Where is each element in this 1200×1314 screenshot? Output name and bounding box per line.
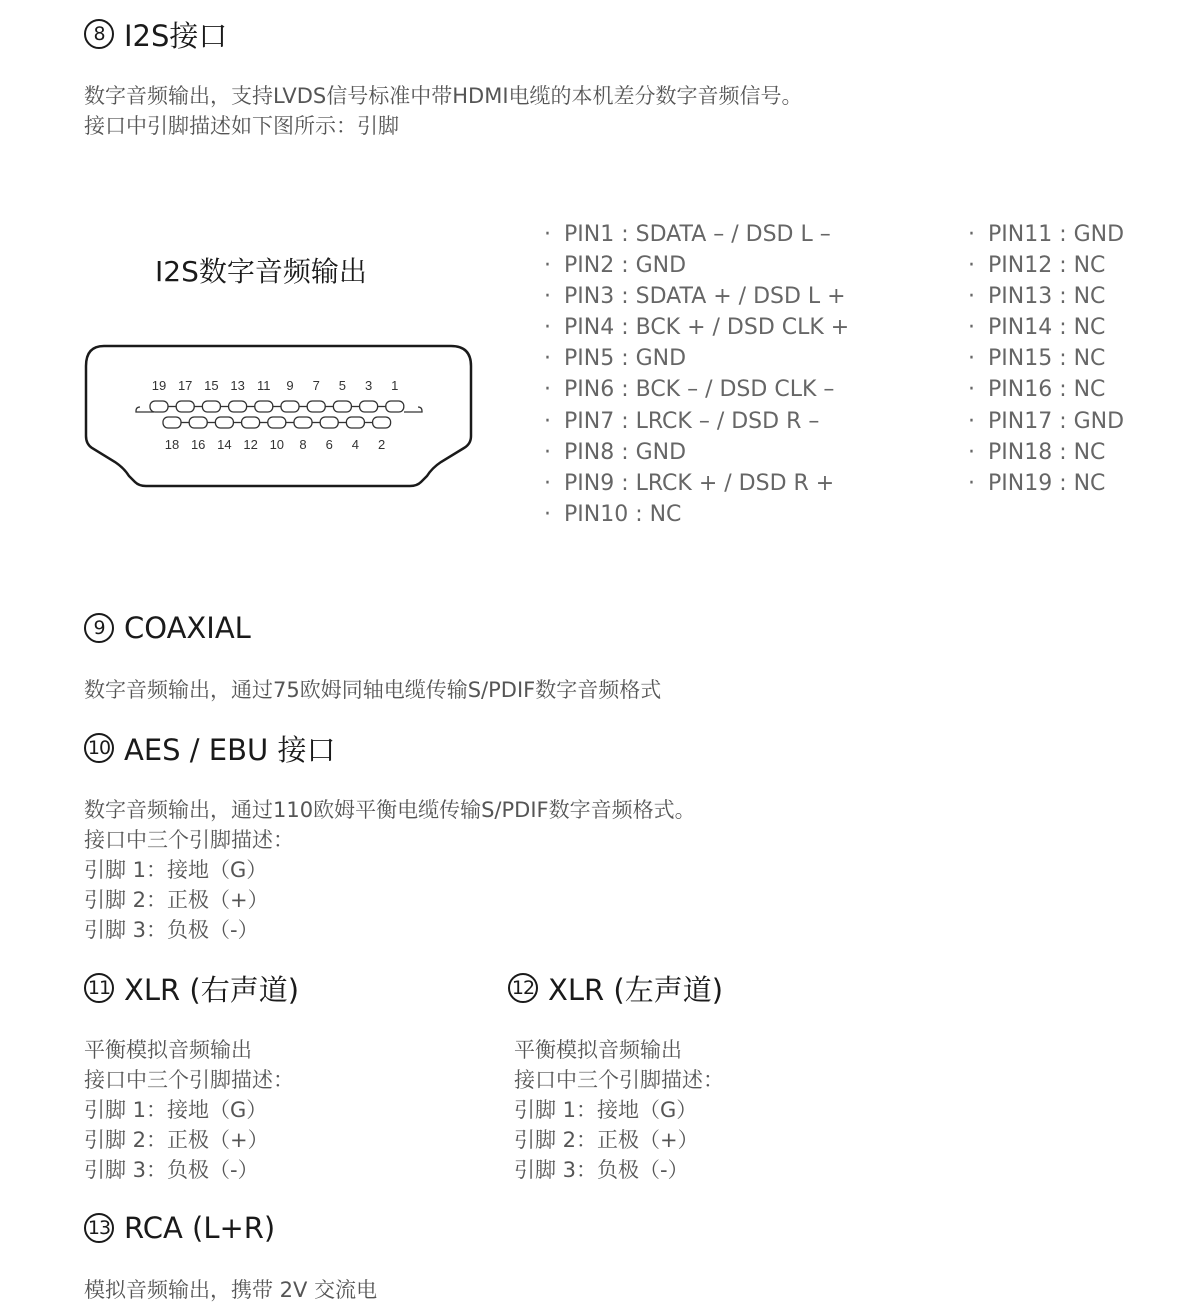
section-8-heading <box>84 14 227 54</box>
bullet-icon: · <box>968 284 975 310</box>
section-8-line: 接口中引脚描述如下图所示：引脚 <box>84 114 399 138</box>
pin-top <box>229 401 247 412</box>
section-13-description <box>84 1275 377 1305</box>
bullet-icon: · <box>544 315 551 341</box>
pin-number-bottom: 4 <box>351 437 360 452</box>
pin-number-top: 7 <box>312 378 320 393</box>
section-12-line: 引脚 3：负极（-） <box>514 1158 689 1182</box>
pin-number-bottom: 2 <box>377 437 386 452</box>
hdmi-connector-icon <box>84 344 474 489</box>
pin-bottom <box>163 417 181 428</box>
pin-number-bottom: 6 <box>325 437 333 452</box>
pin-list-item: · PIN4 : BCK + / DSD CLK + <box>544 312 849 343</box>
pin-number-top: 5 <box>338 378 347 393</box>
section-12-line: 引脚 2：正极（+） <box>514 1128 699 1152</box>
section-11-description <box>84 1035 294 1185</box>
section-12-line: 接口中三个引脚描述： <box>514 1068 724 1092</box>
pin-list-item: · PIN2 : GND <box>544 250 849 281</box>
pin-list-item: · PIN7 : LRCK – / DSD R – <box>544 406 849 437</box>
section-10-line: 引脚 3：负极（-） <box>84 918 259 942</box>
section-10-line: 接口中三个引脚描述： <box>84 828 294 852</box>
section-9-line: 数字音频输出，通过75欧姆同轴电缆传输S/PDIF数字音频格式 <box>84 678 662 702</box>
pin-bottom <box>294 417 312 428</box>
pin-number-bottom: 14 <box>217 437 232 452</box>
section-12-title: XLR (左声道) <box>548 972 724 1007</box>
pin-top <box>281 401 299 412</box>
pin-list-left <box>544 219 849 530</box>
bullet-icon: · <box>544 346 551 372</box>
pin-top <box>333 401 351 412</box>
pin-list-item: · PIN12 : NC <box>968 250 1124 281</box>
pin-top <box>202 401 220 412</box>
pin-number-top: 13 <box>230 378 245 393</box>
pin-list-item: · PIN9 : LRCK + / DSD R + <box>544 468 849 499</box>
pin-number-top: 9 <box>286 378 294 393</box>
pin-bottom <box>189 417 207 428</box>
section-10-title: AES / EBU 接口 <box>124 732 336 767</box>
section-11-line: 平衡模拟音频输出 <box>84 1038 252 1062</box>
bullet-icon: · <box>968 408 975 434</box>
circled-number-8: 8 <box>84 19 114 49</box>
pin-list-item: · PIN10 : NC <box>544 499 849 530</box>
pin-list-item: · PIN13 : NC <box>968 281 1124 312</box>
pin-list-item: · PIN17 : GND <box>968 406 1124 437</box>
pin-list-right <box>968 219 1124 499</box>
circled-number-9: 9 <box>84 613 114 643</box>
bullet-icon: · <box>544 284 551 310</box>
pin-list-item: · PIN6 : BCK – / DSD CLK – <box>544 374 849 405</box>
circled-number-10: 10 <box>84 733 114 763</box>
bullet-icon: · <box>968 470 975 496</box>
section-13-heading <box>84 1208 275 1248</box>
pin-list-item: · PIN5 : GND <box>544 343 849 374</box>
bullet-icon: · <box>544 439 551 465</box>
section-10-description <box>84 795 696 945</box>
bullet-icon: · <box>968 439 975 465</box>
pin-bottom <box>215 417 233 428</box>
pin-list-item: · PIN11 : GND <box>968 219 1124 250</box>
section-11-line: 引脚 1：接地（G） <box>84 1098 268 1122</box>
section-10-line: 引脚 1：接地（G） <box>84 858 268 882</box>
section-8-line: 数字音频输出，支持LVDS信号标准中带HDMI电缆的本机差分数字音频信号。 <box>84 84 803 108</box>
section-12-heading <box>508 968 723 1008</box>
bullet-icon: · <box>544 501 551 527</box>
hdmi-connector-diagram <box>84 344 474 493</box>
bullet-icon: · <box>544 377 551 403</box>
section-9-heading <box>84 608 251 648</box>
pin-top <box>386 401 404 412</box>
section-11-line: 接口中三个引脚描述： <box>84 1068 294 1092</box>
pin-number-top: 15 <box>204 378 219 393</box>
pin-number-top: 19 <box>151 378 167 393</box>
section-12-line: 平衡模拟音频输出 <box>514 1038 682 1062</box>
bullet-icon: · <box>968 253 975 279</box>
pin-number-bottom: 16 <box>190 437 206 452</box>
section-9-description <box>84 675 661 705</box>
section-10-line: 引脚 2：正极（+） <box>84 888 269 912</box>
bullet-icon: · <box>544 470 551 496</box>
bullet-icon: · <box>544 408 551 434</box>
section-8-description <box>84 81 803 141</box>
pin-list-item: · PIN15 : NC <box>968 343 1124 374</box>
pin-list-item: · PIN18 : NC <box>968 437 1124 468</box>
pin-number-bottom: 10 <box>269 437 285 452</box>
pin-bottom <box>320 417 338 428</box>
pin-list-item: · PIN1 : SDATA – / DSD L – <box>544 219 849 250</box>
section-13-line: 模拟音频输出，携带 2V 交流电 <box>84 1278 378 1302</box>
i2s-diagram-title: I2S数字音频输出 <box>155 255 367 288</box>
pin-list-item: · PIN19 : NC <box>968 468 1124 499</box>
section-11-heading <box>84 968 299 1008</box>
section-8-title: I2S接口 <box>124 18 228 53</box>
pin-list-item: · PIN14 : NC <box>968 312 1124 343</box>
pin-number-top: 17 <box>177 378 193 393</box>
pin-number-top: 3 <box>364 378 373 393</box>
section-12-description <box>514 1035 724 1185</box>
pin-top <box>150 401 168 412</box>
pin-top <box>255 401 273 412</box>
pin-number-bottom: 12 <box>243 437 258 452</box>
bullet-icon: · <box>968 222 975 247</box>
bullet-icon: · <box>968 315 975 341</box>
section-11-line: 引脚 2：正极（+） <box>84 1128 269 1152</box>
section-10-line: 数字音频输出，通过110欧姆平衡电缆传输S/PDIF数字音频格式。 <box>84 798 696 822</box>
pin-list-item: · PIN16 : NC <box>968 374 1124 405</box>
section-9-title: COAXIAL <box>124 611 251 645</box>
section-13-title: RCA (L+R) <box>124 1211 276 1245</box>
pin-bottom <box>373 417 391 428</box>
pin-number-bottom: 8 <box>299 437 307 452</box>
bullet-icon: · <box>968 377 975 403</box>
pin-top <box>360 401 378 412</box>
pin-list-item: · PIN3 : SDATA + / DSD L + <box>544 281 849 312</box>
section-10-heading <box>84 728 335 768</box>
circled-number-12: 12 <box>508 973 538 1003</box>
circled-number-11: 11 <box>84 973 114 1003</box>
pin-top <box>176 401 194 412</box>
section-11-title: XLR (右声道) <box>124 972 300 1007</box>
circled-number-13: 13 <box>84 1213 114 1243</box>
section-11-line: 引脚 3：负极（-） <box>84 1158 259 1182</box>
bullet-icon: · <box>968 346 975 372</box>
pin-rail-right <box>404 407 422 412</box>
bullet-icon: · <box>544 253 551 279</box>
section-12-line: 引脚 1：接地（G） <box>514 1098 698 1122</box>
pin-bottom <box>268 417 286 428</box>
bullet-icon: · <box>544 222 551 247</box>
pin-bottom <box>346 417 364 428</box>
pin-number-top: 11 <box>257 378 271 393</box>
pin-top <box>307 401 325 412</box>
pin-bottom <box>242 417 260 428</box>
pin-number-top: 1 <box>391 378 399 393</box>
pin-number-bottom: 18 <box>164 437 180 452</box>
pin-list-item: · PIN8 : GND <box>544 437 849 468</box>
